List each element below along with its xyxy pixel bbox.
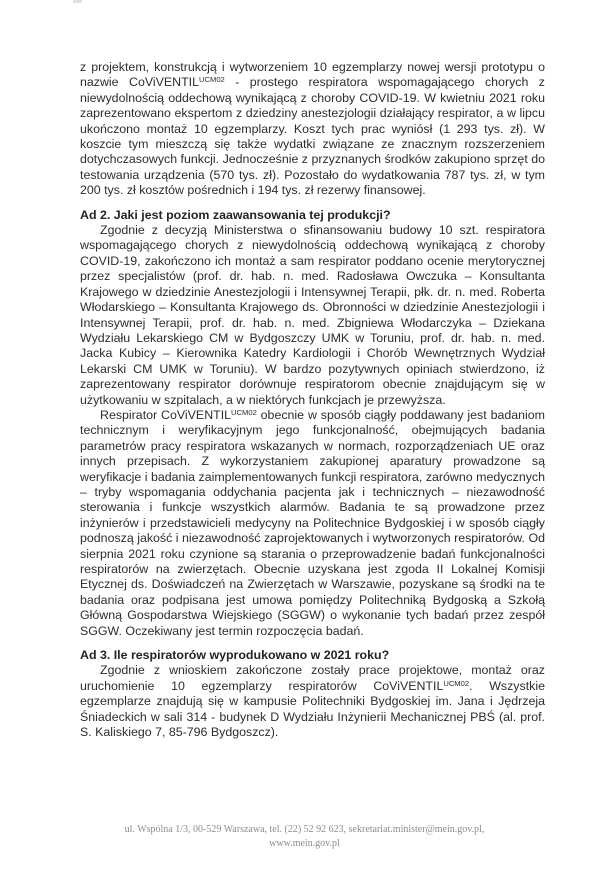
scan-artifact <box>73 0 82 3</box>
document-body <box>80 60 545 740</box>
ad3-paragraph: Zgodnie z wnioskiem zakończone zostały prace projektowe, montaż oraz uruchomienie 10 egzemplarzy respiratorów CoViVENTIL$^{UCM02}$. Wszystkie egzemplarze znajdują się w kampusie Politechniki Bydgoskiej im. Jana i Jędrzeja Śniadeckich w sali 314 - budynek D Wydziału Inżynierii Mechanicznej PBŚ (al. prof. S. Kaliskiego 7, 85-796 Bydgoszcz). <box>80 663 545 740</box>
footer-address-line: ul. Wspólna 1/3, 00-529 Warszawa, tel. (22) 52 92 623, sekretariat.minister@mein.gov.pl, <box>124 824 485 835</box>
ad2-heading: Ad 2. Jaki jest poziom zaawansowania tej produkcji? <box>80 207 391 222</box>
superscript-model-code: UCM02 <box>443 678 470 688</box>
superscript-model-code: UCM02 <box>199 75 225 85</box>
footer-website: www.mein.gov.pl <box>269 838 340 849</box>
superscript-model-code: UCM02 <box>231 407 257 417</box>
page-footer <box>0 823 609 851</box>
intro-continuation-paragraph: z projektem, konstrukcją i wytworzeniem 10 egzemplarzy nowej wersji prototypu o nazwie CoViVENTIL$^{UCM02}$ - prostego respiratora wspomagającego chorych z niewydolnością oddechową wynikającą z choroby COVID-19. W kwietniu 2021 roku zaprezentowano ekspertom z dziedziny anestezjologii działający respirator, a w lipcu ukończono montaż 10 egzemplarzy. Koszt tych prac wyniósł (1 293 tys. zł). W koszcie tym mieszczą się także wydatki związane ze znacznym rozszerzeniem dotychczasowych funkcji. Jednocześnie z przyznanych środków zakupiono sprzęt do testowania urządzenia (570 tys. zł). Pozostało do wydatkowania 787 tys. zł, w tym 200 tys. zł kosztów pośrednich i 194 tys. zł rezerwy finansowej. <box>80 60 545 198</box>
ad2-paragraph-2: Respirator CoViVENTIL$^{UCM02}$ obecnie w sposób ciągły poddawany jest badaniom technicznym i weryfikacyjnym jego funkcjonalność, obejmujących badania parametrów pracy respiratora wskazanych w normach, rozporządzeniach UE oraz innych przepisach. Z wykorzystaniem zakupionej aparatury prowadzone są weryfikacje i badania zaimplementowanych funkcji respiratora, zarówno medycznych – tryby wspomagania oddychania pacjenta jak i technicznych – niezawodność sterowania i funkcje wszystkich alarmów. Badania te są prowadzone przez inżynierów i przedstawicieli medycyny na Politechnice Bydgoskiej i w sposób ciągły podnoszą jakość i niezawodność zaprojektowanych i wytworzonych respiratorów. Od sierpnia 2021 roku czynione są starania o przeprowadzenie badań funkcjonalności respiratorów na zwierzętach. Obecnie uzyskana jest zgoda II Lokalnej Komisji Etycznej ds. Doświadczeń na Zwierzętach w Warszawie, pozyskane są środki na te badania oraz podpisana jest umowa pomiędzy Politechniką Bydgoską a Szkołą Główną Gospodarstwa Wiejskiego (SGGW) o wykonanie tych badań przez zespół SGGW. Oczekiwany jest termin rozpoczęcia badań. <box>80 407 545 638</box>
ad2-paragraph-1: Zgodnie z decyzją Ministerstwa o sfinansowaniu budowy 10 szt. respiratora wspomagającego chorych z niewydolnością oddechową wynikającą z choroby COVID-19, zakończono ich montaż a sam respirator poddano ocenie merytorycznej przez specjalistów (prof. dr. hab. n. med. Radosława Owczuka – Konsultanta Krajowego w dziedzinie Anestezjologii i Intensywnej Terapii, płk. dr. n. med. Roberta Włodarskiego – Konsultanta Krajowego ds. Obronności w dziedzinie Anestezjologii i Intensywnej Terapii, prof. dr. hab. n. med. Zbigniewa Włodarczyka – Dziekana Wydziału Lekarskiego CM w Bydgoszczy UMK w Toruniu, prof. dr. hab. n. med. Jacka Kubicy – Kierownika Katedry Kardiologii i Chorób Wewnętrznych Wydział Lekarski CM UMK w Toruniu). W bardzo pozytywnych opiniach stwierdzono, iż zaprezentowany respirator dorównuje respiratorom obecnie znajdującym się w użytkowaniu w szpitalach, a w niektórych funkcjach je przewyższa. <box>80 223 545 407</box>
ad3-heading: Ad 3. Ile respiratorów wyprodukowano w 2021 roku? <box>80 648 390 663</box>
